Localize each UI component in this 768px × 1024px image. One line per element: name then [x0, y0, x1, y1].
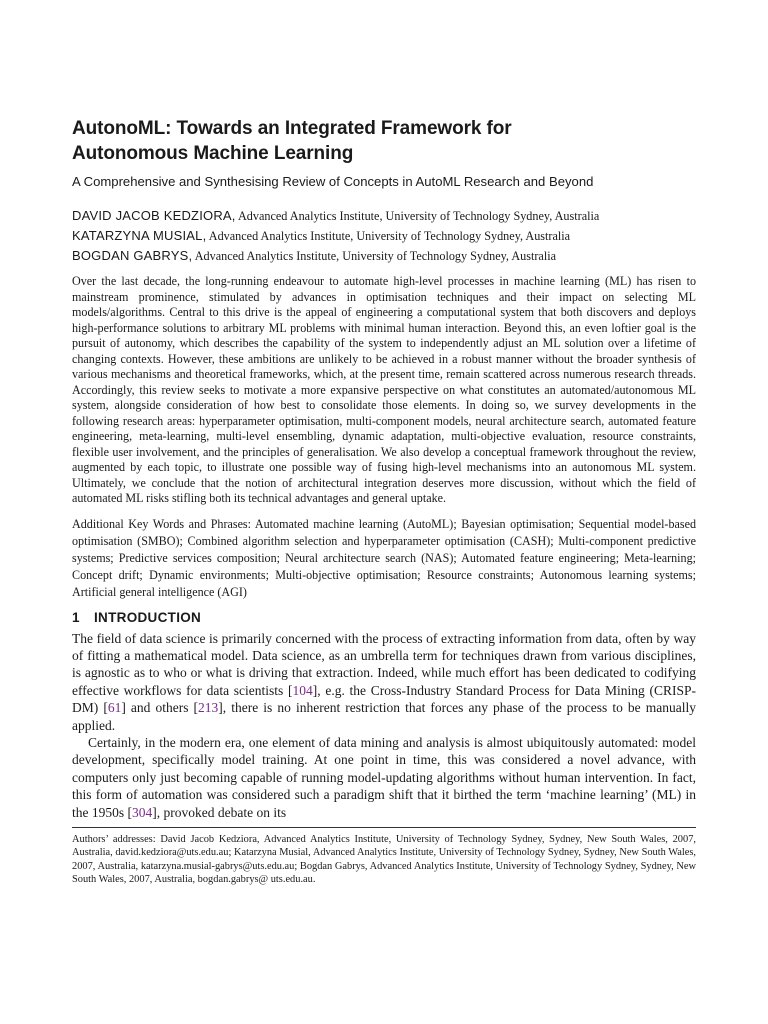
citation-link[interactable]: 304	[132, 804, 153, 820]
paragraph-text: ], provoked debate on its	[152, 804, 287, 820]
paragraph-text: ], e.g. the Cross-Industry Standard Process for Data Mining (CRISP-DM) [	[72, 682, 696, 716]
keywords: Additional Key Words and Phrases: Automated machine learning (AutoML); Bayesian optimisation; Sequential model-based optimisation (SMBO); Combined algorithm selection and hyperparameter optimisation (CASH); Multi-component predictive systems; Predictive services composition; Neural architecture search (NAS); Automated feature engineering; Meta-learning; Concept drift; Dynamic environments; Multi-objective optimisation; Resource constraints; Autonomous learning systems; Artificial general intelligence (AGI)	[72, 516, 696, 599]
section-heading-introduction	[72, 609, 696, 627]
introduction-body	[72, 630, 696, 821]
section-number: 1	[72, 609, 80, 625]
author-affiliation: Advanced Analytics Institute, University of Technology Sydney, Australia	[194, 249, 557, 263]
citation-link[interactable]: 104	[292, 682, 313, 698]
author-affiliation: Advanced Analytics Institute, University of Technology Sydney, Australia	[237, 209, 600, 223]
author-name: BOGDAN GABRYS,	[72, 248, 193, 263]
citation-link[interactable]: 61	[107, 700, 122, 716]
footnote-divider	[72, 827, 696, 828]
abstract: Over the last decade, the long-running endeavour to automate high-level processes in machine learning (ML) has risen to mainstream prominence, stimulated by advances in optimisation techniques and their impact on selecting ML models/algorithms. Central to this drive is the appeal of engineering a computational system that both discovers and deploys high-performance solutions to arbitrary ML problems with minimal human interaction. Beyond this, an even loftier goal is the pursuit of autonomy, which describes the capability of the system to independently adjust an ML solution over a lifetime of changing contexts. However, these ambitions are unlikely to be achieved in a robust manner without the broader synthesis of various mechanisms and theoretical frameworks, which, at the present time, remain scattered across numerous research threads. Accordingly, this review seeks to motivate a more expansive perspective on what constitutes an automated/autonomous ML system, alongside consideration of how best to consolidate those elements. In doing so, we survey developments in the following research areas: hyperparameter optimisation, multi-component models, neural architecture search, automated feature engineering, meta-learning, multi-level ensembling, dynamic adaptation, multi-objective evaluation, resource constraints, flexible user involvement, and the principles of generalisation. We also develop a conceptual framework throughout the review, augmented by each topic, to illustrate one possible way of fusing high-level mechanisms into an autonomous ML system. Ultimately, we conclude that the notion of architectural integration deserves more discussion, without which the field of automated ML risks stifling both its technical advantages and general uptake.	[72, 274, 696, 505]
paper-page	[72, 116, 696, 887]
author-entry	[72, 226, 696, 246]
paper-title-line-1: AutonoML: Towards an Integrated Framework for	[72, 118, 512, 139]
paragraph	[72, 734, 696, 821]
citation-link[interactable]: 213	[198, 700, 219, 716]
authors-addresses-footnote: Authors’ addresses: David Jacob Kedziora, Advanced Analytics Institute, University of Technology Sydney, Sydney, New South Wales, 2007, Australia, david.kedziora@uts.edu.au; Katarzyna Musial, Advanced Analytics Institute, University of Technology Sydney, Sydney, New South Wales, 2007, Australia, katarzyna.musial-gabrys@uts.edu.au; Bogdan Gabrys, Advanced Analytics Institute, University of Technology Sydney, Sydney, New South Wales, 2007, Australia, bogdan.gabrys@ uts.edu.au.	[72, 833, 696, 886]
author-entry	[72, 206, 696, 226]
author-name: DAVID JACOB KEDZIORA,	[72, 208, 236, 223]
author-affiliation: Advanced Analytics Institute, University of Technology Sydney, Australia	[208, 229, 571, 243]
paper-title	[72, 116, 696, 166]
paragraph	[72, 630, 696, 734]
author-name: KATARZYNA MUSIAL,	[72, 228, 207, 243]
paragraph-text: The field of data science is primarily concerned with the process of extracting information from data, often by way of fitting a mathematical model. Data science, as an umbrella term for techniques drawn from various disciplines, is agnostic as to who or what is driving that extraction. Indeed, while much effort has been dedicated to codifying effective workflows for data scientists [	[72, 630, 696, 698]
section-title: INTRODUCTION	[94, 609, 202, 625]
paragraph-text: Certainly, in the modern era, one element of data mining and analysis is almost ubiquitously automated: model development, specifically model training. At one point in time, this was considered a novel advance, with computers only just becoming capable of running model-updating algorithms without human intervention. In fact, this form of automation was considered such a paradigm shift that it birthed the term ‘machine learning’ (ML) in the 1950s [	[72, 734, 696, 820]
author-entry	[72, 246, 696, 266]
paper-subtitle: A Comprehensive and Synthesising Review of Concepts in AutoML Research and Beyond	[72, 174, 594, 189]
paragraph-text: ] and others [	[121, 700, 199, 716]
author-list	[72, 206, 696, 266]
paragraph-text: ], there is no inherent restriction that forces any phase of the process to be manually applied.	[72, 700, 696, 733]
paper-title-line-2: Autonomous Machine Learning	[72, 143, 354, 164]
